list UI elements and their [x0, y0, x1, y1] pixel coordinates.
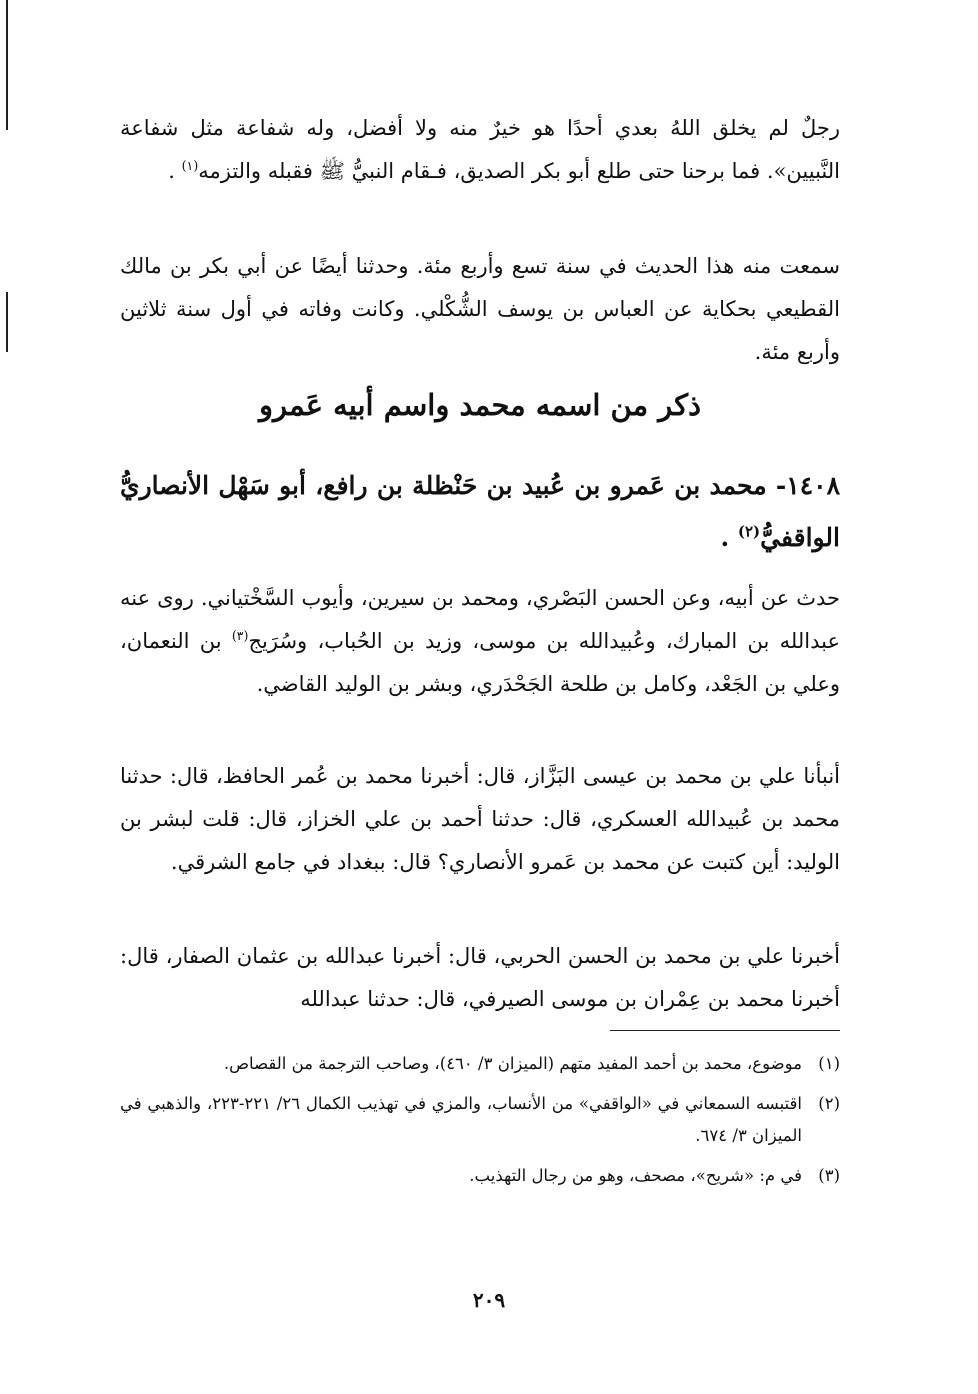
footnote-text: اقتبسه السمعاني في «الواقفي» من الأنساب، والمزي في تهذيب الكمال ٢٦/ ٢٢١-٢٢٣، والذهبي في الميزان ٣/ ٦٧٤. — [120, 1094, 802, 1145]
footnote-text: موضوع، محمد بن أحمد المفيد متهم (الميزان ٣/ ٤٦٠)، وصاحب الترجمة من القصاص. — [223, 1054, 802, 1073]
scan-edge-line — [6, 0, 8, 130]
footnote-ref-2: (٢) — [737, 522, 761, 541]
section-heading: ذكر من اسمه محمد واسم أبيه عَمرو — [259, 388, 701, 422]
footnotes — [120, 1048, 840, 1200]
footnote-number: (٣) — [818, 1166, 840, 1185]
footnote-ref-1: (١) — [181, 158, 199, 173]
paragraph-text: حدث عن أبيه، وعن الحسن البَصْري، ومحمد بن سيرين، وأيوب السَّخْتياني. روى عنه عبدالله بن المبارك، وعُبيدالله بن موسى، وزيد بن الحُباب، وسُرَيج — [120, 586, 840, 653]
paragraph-2: سمعت منه هذا الحديث في سنة تسع وأربع مئة. وحدثنا أيضًا عن أبي بكر بن مالك القطيعي بحكاية عن العباس بن يوسف الشُّكْلي. وكانت وفاته في أول سنة ثلاثين وأربع مئة. — [120, 254, 840, 364]
entry-tail: . — [720, 523, 738, 552]
biography-entry-title — [120, 460, 840, 564]
footnote-text: في م: «شريح»، مصحف، وهو من رجال التهذيب. — [469, 1166, 802, 1185]
page-number: ٢٠٩ — [472, 1288, 506, 1312]
paragraph-tail: . — [168, 159, 182, 183]
footnote-number: (٢) — [818, 1094, 840, 1113]
paragraph-3 — [120, 577, 840, 706]
footnote-separator — [610, 1030, 840, 1031]
paragraph-text-continued: بن النعمان، وعلي بن الجَعْد، وكامل بن طلحة الجَحْدَري، وبشر بن الوليد القاضي. — [120, 629, 840, 696]
footnote-2 — [120, 1088, 840, 1152]
scan-edge-line — [6, 292, 8, 352]
paragraph-5: أخبرنا علي بن محمد بن الحسن الحربي، قال: أخبرنا عبدالله بن عثمان الصفار، قال: أخبرنا محمد بن عِمْران بن موسى الصيرفي، قال: حدثنا عبدالله — [120, 944, 840, 1011]
paragraph-text: رجلٌ لم يخلق اللهُ بعدي أحدًا هو خيرٌ منه ولا أفضل، وله شفاعة مثل شفاعة النَّبيين». فما برحنا حتى طلع أبو بكر الصديق، فـقام النبيُّ ﷺ فقبله والتزمه — [120, 116, 840, 183]
paragraph-1 — [120, 107, 840, 193]
footnote-number: (١) — [818, 1054, 840, 1073]
entry-text: ١٤٠٨- محمد بن عَمرو بن عُبيد بن حَنْظلة بن رافع، أبو سَهْل الأنصاريُّ الواقفيُّ — [120, 471, 840, 552]
footnote-3 — [120, 1160, 840, 1192]
footnote-1 — [120, 1048, 840, 1080]
footnote-ref-3: (٣) — [231, 628, 249, 643]
paragraph-4: أنبأنا علي بن محمد بن عيسى البَزَّاز، قال: أخبرنا محمد بن عُمر الحافظ، قال: حدثنا محمد بن عُبيدالله العسكري، قال: حدثنا أحمد بن علي الخزاز، قال: قلت لبشر بن الوليد: أين كتبت عن محمد بن عَمرو الأنصاري؟ قال: ببغداد في جامع الشرقي. — [120, 764, 840, 874]
